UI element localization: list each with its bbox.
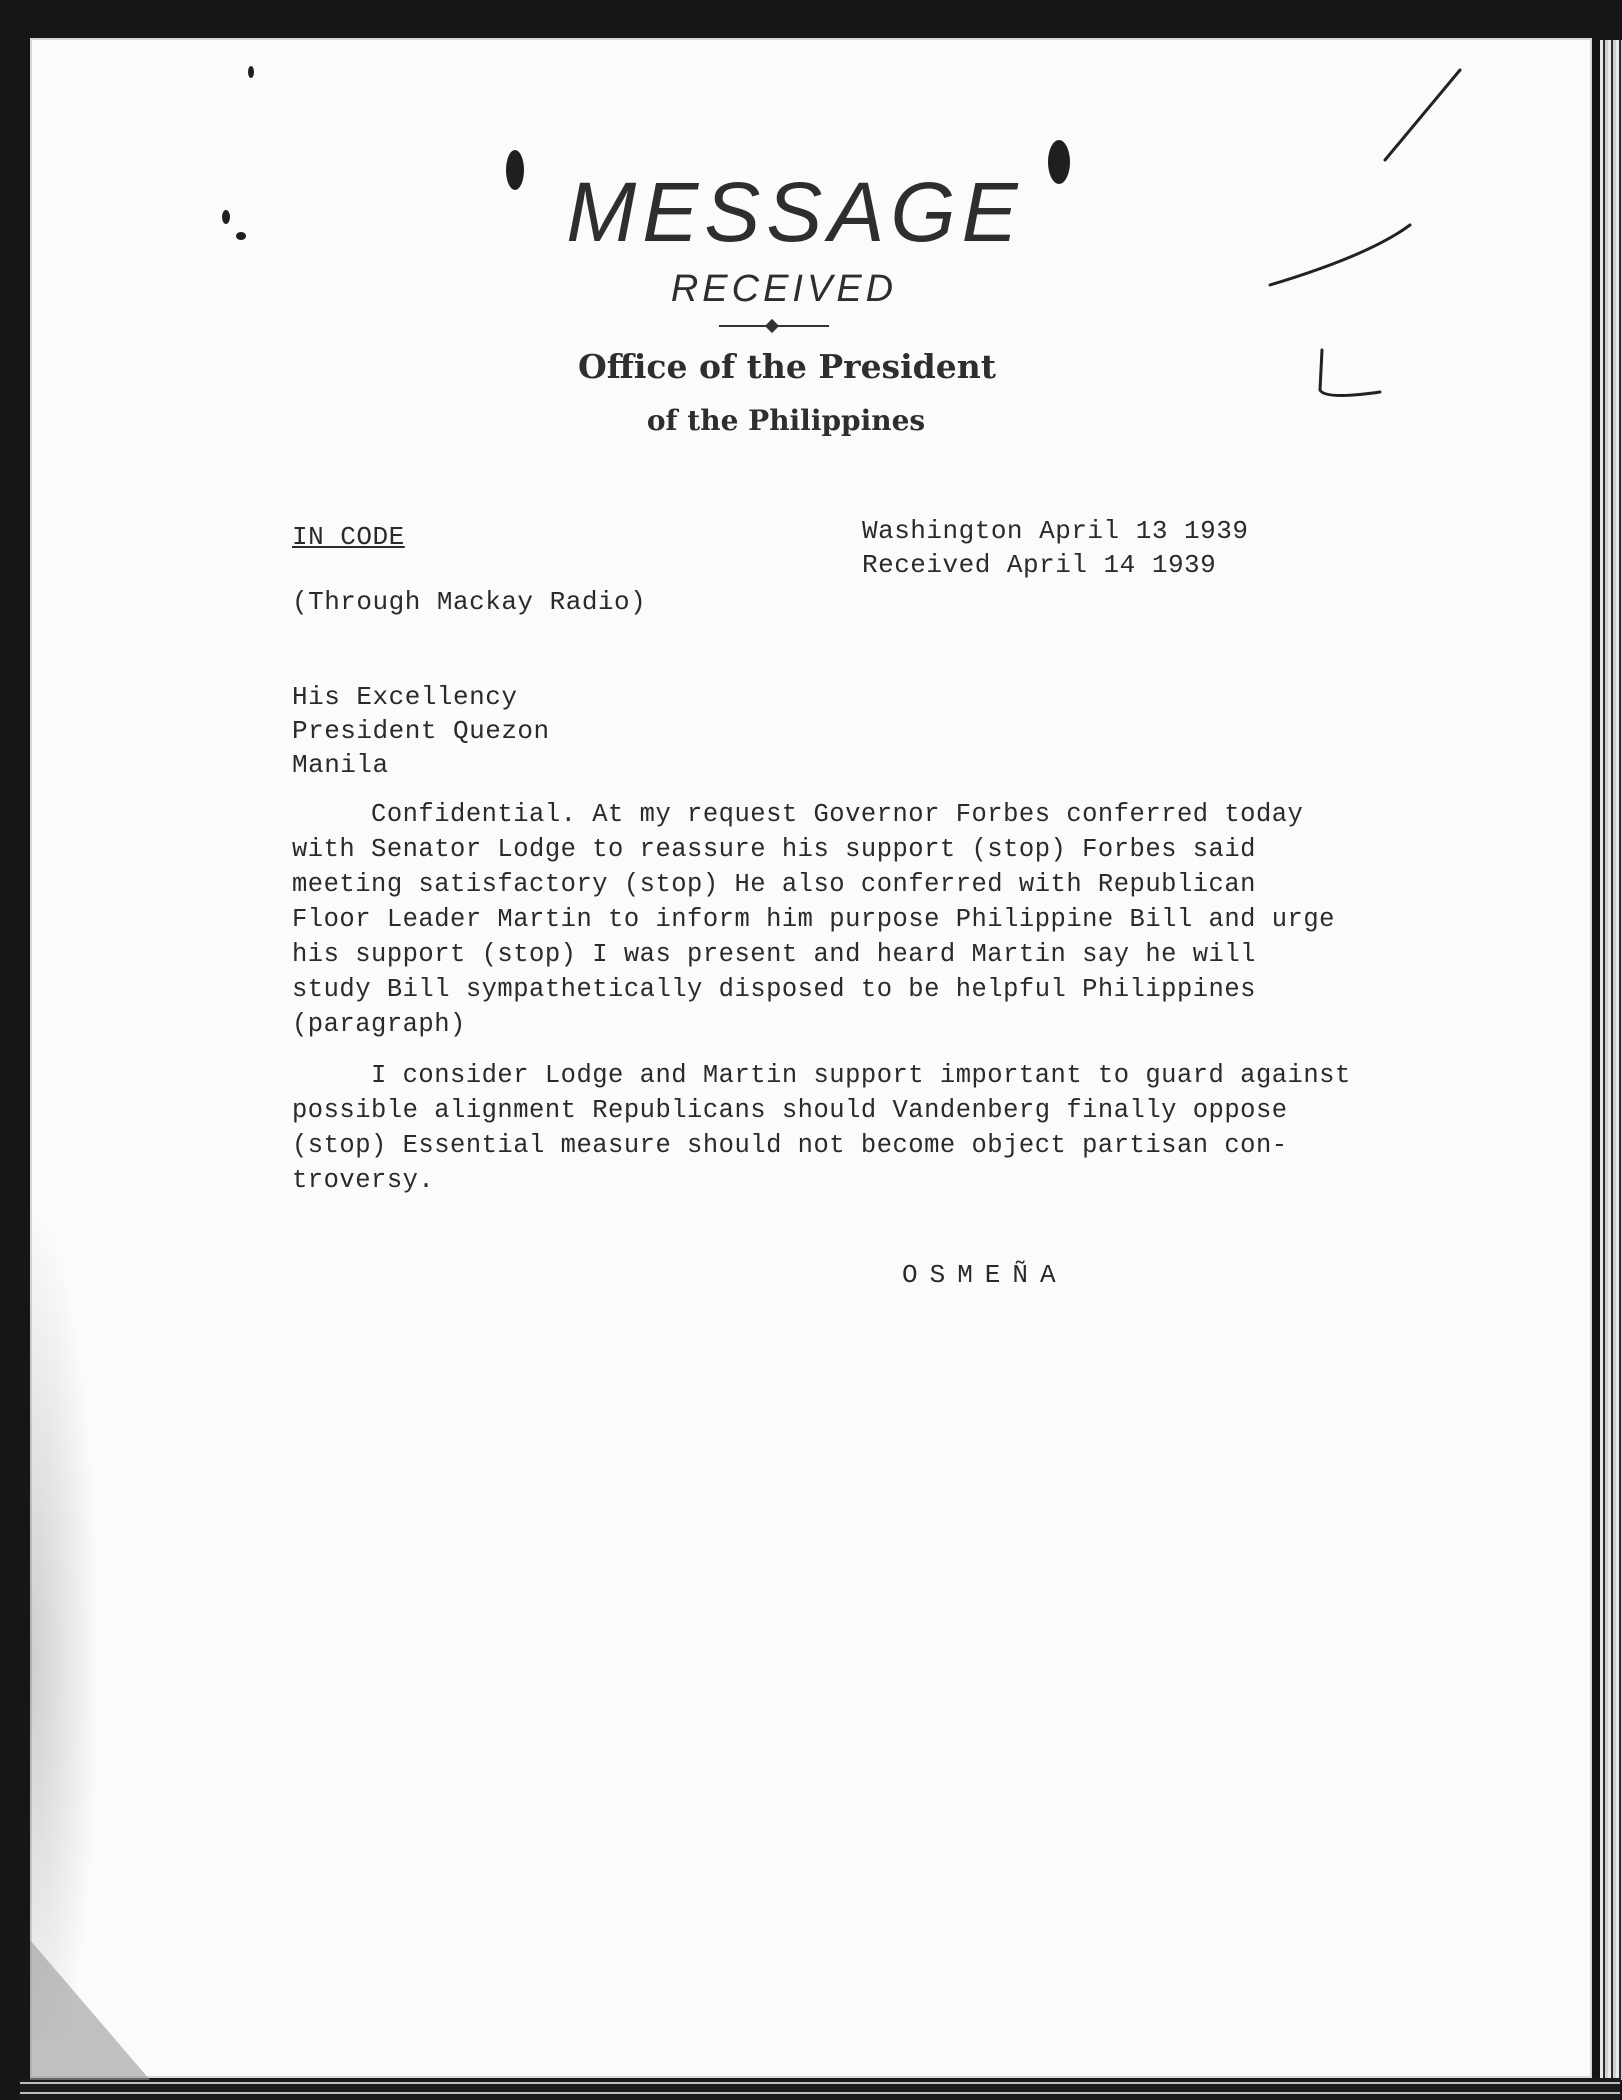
body-line: I consider Lodge and Martin support important to guard against [292,1061,1351,1090]
page-stack-edge [1600,40,1622,2080]
body-line: study Bill sympathetically disposed to be helpful Philippines [292,975,1256,1004]
bottom-left-corner-wear [30,1940,150,2080]
page-bottom-edge [20,2078,1620,2100]
paragraph-gap [292,1042,1351,1058]
body-line: possible alignment Republicans should Vandenberg finally oppose [292,1096,1288,1125]
letterhead-subtitle: RECEIVED [670,268,898,310]
letterhead-title: MESSAGE [566,165,1024,259]
message-body [292,797,1351,1198]
code-label: IN CODE [292,522,405,552]
body-line: troversy. [292,1166,435,1195]
received-date: Received April 14 1939 [862,550,1217,580]
ink-spot [248,66,254,78]
address-line: Manila [292,750,389,780]
dateline [862,514,1248,582]
addressee-block [292,680,550,782]
body-line: Floor Leader Martin to inform him purpose Philippine Bill and urge [292,905,1335,934]
transmission-route: (Through Mackay Radio) [292,587,647,617]
sent-date: Washington April 13 1939 [862,516,1249,546]
signature: OSMEÑA [902,1260,1068,1290]
body-line: meeting satisfactory (stop) He also conferred with Republican [292,870,1256,899]
body-line: (paragraph) [292,1010,466,1039]
body-line: Confidential. At my request Governor Forbes conferred today [292,800,1304,829]
address-line: His Excellency [292,682,518,712]
address-line: President Quezon [292,716,550,746]
letterhead-office: Office of the President [578,347,996,386]
pencil-check-marks [1220,60,1480,440]
ink-spot [222,210,230,224]
letterhead-country: of the Philippines [646,404,926,437]
letterhead [400,165,1220,437]
letterhead-divider [719,325,829,327]
body-line: with Senator Lodge to reassure his support (stop) Forbes said [292,835,1256,864]
body-line: (stop) Essential measure should not become object partisan con- [292,1131,1288,1160]
left-margin-smudge [30,1200,100,2040]
body-line: his support (stop) I was present and heard Martin say he will [292,940,1256,969]
ink-spot [236,232,246,240]
